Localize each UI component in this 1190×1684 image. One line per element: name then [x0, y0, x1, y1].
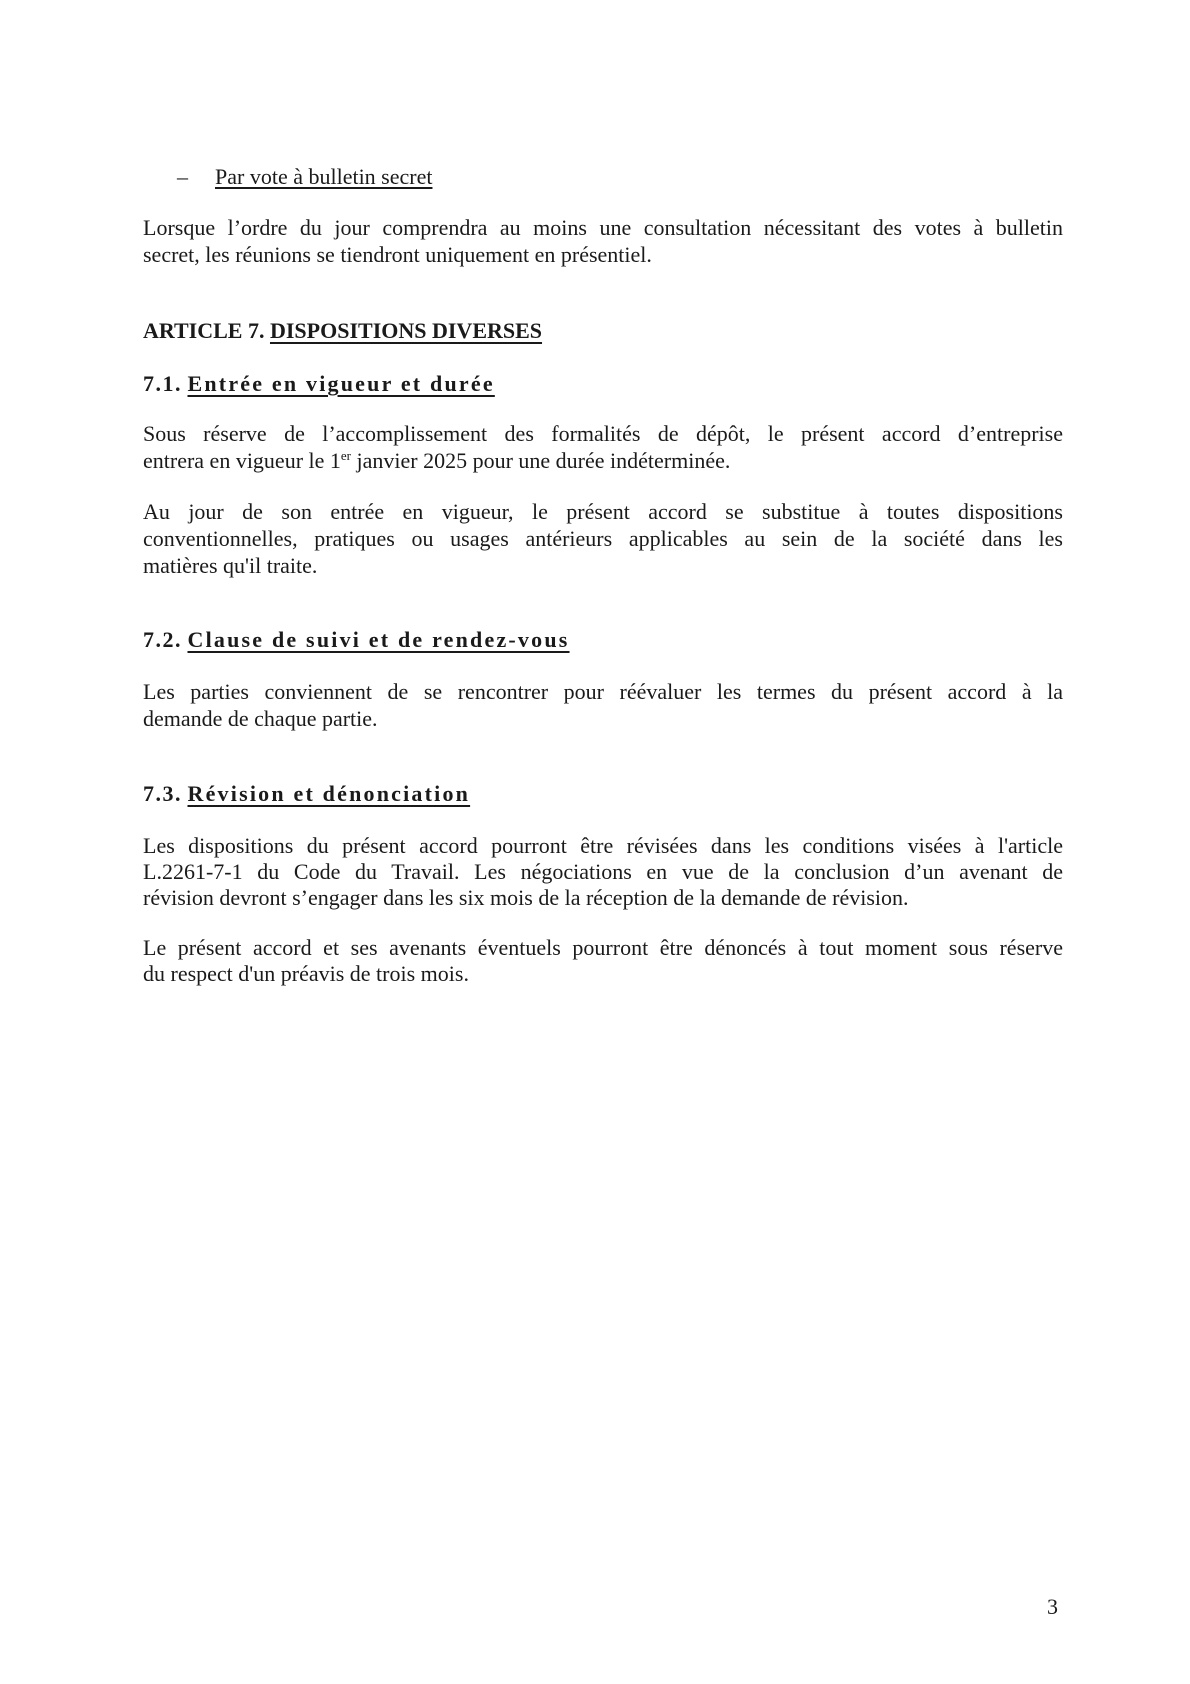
paragraph-line: Les parties conviennent de se rencontrer pour réévaluer les termes du présent accord à la [143, 679, 1063, 704]
section-heading-7-2 [143, 626, 570, 653]
paragraph-line: matières qu'il traite. [143, 553, 318, 578]
section-title: Clause de suivi et de rendez-vous [187, 627, 570, 652]
section-number: 7.1. [143, 371, 182, 396]
paragraph-line: demande de chaque partie. [143, 706, 378, 731]
section-title: Entrée en vigueur et durée [187, 371, 495, 396]
paragraph-line: révision devront s’engager dans les six mois de la réception de la demande de révision. [143, 885, 909, 910]
section-number: 7.3. [143, 781, 182, 806]
paragraph-line: L.2261-7-1 du Code du Travail. Les négociations en vue de la conclusion d’un avenant de [143, 859, 1063, 884]
article-number: ARTICLE 7. [143, 318, 265, 343]
paragraph-line: Les dispositions du présent accord pourront être révisées dans les conditions visées à l'article [143, 833, 1063, 858]
page-number: 3 [1047, 1594, 1058, 1619]
section-heading-7-1 [143, 370, 495, 397]
bullet-dash: – [177, 164, 188, 189]
paragraph-line: secret, les réunions se tiendront uniquement en présentiel. [143, 242, 652, 267]
section-number: 7.2. [143, 627, 182, 652]
paragraph-line: Le présent accord et ses avenants éventuels pourront être dénoncés à tout moment sous réserve [143, 935, 1063, 960]
paragraph-line: Au jour de son entrée en vigueur, le présent accord se substitue à toutes dispositions [143, 499, 1063, 524]
article-heading [143, 317, 542, 344]
text-fragment: entrera en vigueur le 1 [143, 448, 341, 473]
paragraph-line: Sous réserve de l’accomplissement des formalités de dépôt, le présent accord d’entreprise [143, 421, 1063, 446]
bullet-item-secret-ballot: Par vote à bulletin secret [215, 164, 433, 189]
ordinal-superscript: er [340, 448, 352, 463]
section-heading-7-3 [143, 780, 470, 807]
paragraph-line [143, 447, 1063, 474]
paragraph-line: du respect d'un préavis de trois mois. [143, 961, 469, 986]
paragraph-line: Lorsque l’ordre du jour comprendra au moins une consultation nécessitant des votes à bulletin [143, 215, 1063, 240]
section-title: Révision et dénonciation [187, 781, 471, 806]
article-title: DISPOSITIONS DIVERSES [269, 318, 543, 343]
text-fragment: janvier 2025 pour une durée indéterminée. [351, 448, 731, 473]
paragraph-line: conventionnelles, pratiques ou usages antérieurs applicables au sein de la société dans les [143, 526, 1063, 551]
